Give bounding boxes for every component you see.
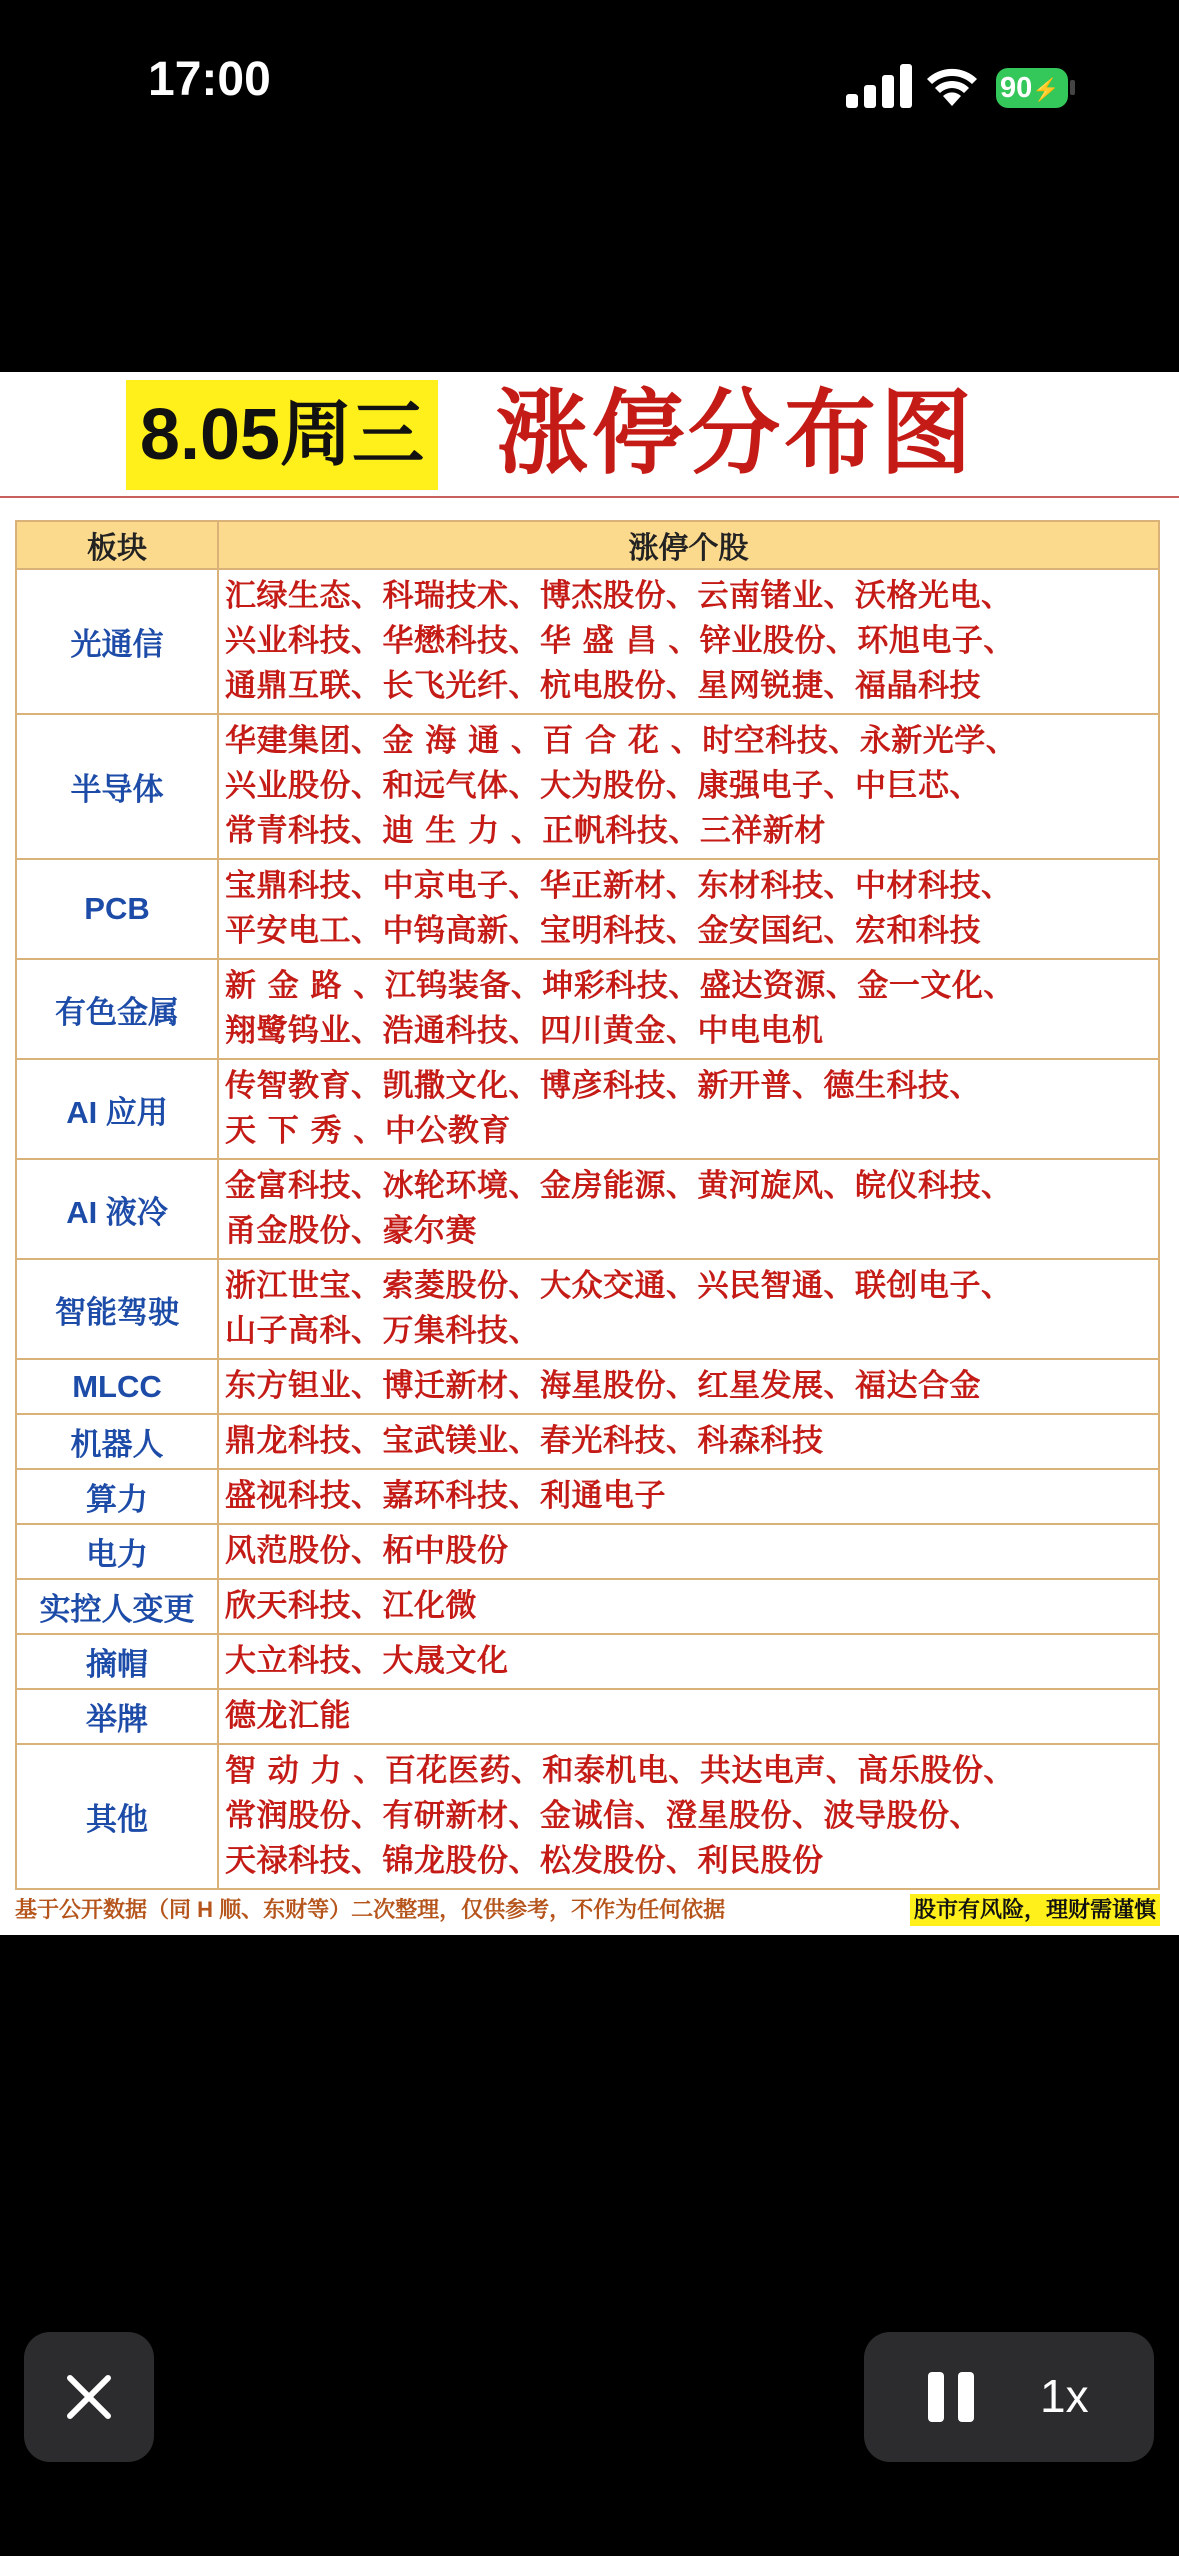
sector-cell: 光通信 (16, 569, 218, 714)
table-row (16, 569, 1159, 714)
stocks-line: 浙江世宝、索菱股份、大众交通、兴民智通、联创电子、 (225, 1268, 1013, 1304)
stocks-cell (218, 1159, 1159, 1259)
pause-icon (928, 2372, 944, 2422)
stocks-line: 欣天科技、江化微 (225, 1588, 477, 1624)
playback-speed-button[interactable]: 1x (1040, 2370, 1089, 2422)
playback-controls (864, 2332, 1154, 2462)
battery-percent: 90 (1000, 72, 1033, 104)
stocks-cell (218, 959, 1159, 1059)
stocks-cell (218, 1259, 1159, 1359)
wifi-icon (925, 62, 979, 108)
stocks-line: 天禄科技、锦龙股份、松发股份、利民股份 (225, 1843, 824, 1879)
table-row (16, 1689, 1159, 1744)
table-row (16, 1634, 1159, 1689)
stocks-line: 通鼎互联、长飞光纤、杭电股份、星网锐捷、福晶科技 (225, 668, 981, 704)
col-sector-header: 板块 (16, 521, 218, 569)
table-row (16, 859, 1159, 959)
table-row (16, 959, 1159, 1059)
status-bar (0, 0, 1179, 180)
sector-cell: 实控人变更 (16, 1579, 218, 1634)
stocks-line: 盛视科技、嘉环科技、利通电子 (225, 1478, 666, 1514)
sector-cell: 有色金属 (16, 959, 218, 1059)
col-stocks-header: 涨停个股 (218, 521, 1159, 569)
stocks-cell (218, 1524, 1159, 1579)
title-row (0, 372, 1179, 494)
stocks-line: 大立科技、大晟文化 (225, 1643, 509, 1679)
table-row (16, 1414, 1159, 1469)
sector-cell: AI 应用 (16, 1059, 218, 1159)
stocks-line: 新 金 路 、江钨装备、坤彩科技、盛达资源、金一文化、 (225, 968, 1015, 1004)
stocks-line: 常润股份、有研新材、金诚信、澄星股份、波导股份、 (225, 1798, 981, 1834)
stocks-line: 金富科技、冰轮环境、金房能源、黄河旋风、皖仪科技、 (225, 1168, 1013, 1204)
sector-cell: 其他 (16, 1744, 218, 1889)
page-title: 涨停分布图 (496, 379, 977, 487)
title-divider (0, 496, 1179, 498)
table-row (16, 1359, 1159, 1414)
battery-level: 90⚡ (996, 68, 1068, 108)
sector-cell: 智能驾驶 (16, 1259, 218, 1359)
stocks-cell (218, 1469, 1159, 1524)
stocks-line: 东方钽业、博迁新材、海星股份、红星发展、福达合金 (225, 1368, 981, 1404)
stocks-line: 华建集团、金 海 通 、百 合 花 、时空科技、永新光学、 (225, 723, 1018, 759)
battery-icon (996, 68, 1076, 108)
sector-cell: PCB (16, 859, 218, 959)
close-button[interactable] (24, 2332, 154, 2462)
sector-cell: 半导体 (16, 714, 218, 859)
status-time: 17:00 (148, 53, 271, 106)
stocks-cell (218, 1414, 1159, 1469)
table-row (16, 1059, 1159, 1159)
stocks-cell (218, 1059, 1159, 1159)
stocks-line: 汇绿生态、科瑞技术、博杰股份、云南锗业、沃格光电、 (225, 578, 1013, 614)
stocks-line: 翔鹭钨业、浩通科技、四川黄金、中电电机 (225, 1013, 824, 1049)
stocks-line: 天 下 秀 、中公教育 (225, 1113, 511, 1149)
table-row (16, 1579, 1159, 1634)
date-label: 8.05周三 (126, 380, 438, 490)
stocks-line: 智 动 力 、百花医药、和泰机电、共达电声、高乐股份、 (225, 1753, 1015, 1789)
stocks-line: 平安电工、中钨高新、宝明科技、金安国纪、宏和科技 (225, 913, 981, 949)
table-row (16, 1159, 1159, 1259)
sector-cell: 摘帽 (16, 1634, 218, 1689)
stock-image-card (0, 372, 1179, 1935)
risk-warning: 股市有风险，理财需谨慎 (910, 1894, 1160, 1926)
cellular-signal-icon (846, 64, 916, 108)
table-row (16, 1259, 1159, 1359)
table-row (16, 714, 1159, 859)
footer-note (15, 1890, 1160, 1930)
sector-cell: 算力 (16, 1469, 218, 1524)
sector-cell: 电力 (16, 1524, 218, 1579)
stocks-line: 兴业股份、和远气体、大为股份、康强电子、中巨芯、 (225, 768, 981, 804)
stocks-line: 山子高科、万集科技、 (225, 1313, 540, 1349)
stocks-cell (218, 569, 1159, 714)
stocks-line: 兴业科技、华懋科技、华 盛 昌 、锌业股份、环旭电子、 (225, 623, 1015, 659)
stocks-cell (218, 859, 1159, 959)
sector-cell: AI 液冷 (16, 1159, 218, 1259)
table-row (16, 1524, 1159, 1579)
table-row (16, 1744, 1159, 1889)
stocks-cell (218, 1689, 1159, 1744)
stocks-line: 甬金股份、豪尔赛 (225, 1213, 477, 1249)
stocks-line: 鼎龙科技、宝武镁业、春光科技、科森科技 (225, 1423, 824, 1459)
stocks-line: 风范股份、柘中股份 (225, 1533, 509, 1569)
limit-up-table (15, 520, 1160, 1890)
pause-button[interactable] (928, 2372, 976, 2422)
stocks-cell (218, 714, 1159, 859)
table-header-row (16, 521, 1159, 569)
sector-cell: 举牌 (16, 1689, 218, 1744)
sector-cell: 机器人 (16, 1414, 218, 1469)
stocks-cell (218, 1744, 1159, 1889)
stocks-line: 常青科技、迪 生 力 、正帆科技、三祥新材 (225, 813, 826, 849)
disclaimer-text: 基于公开数据（同 H 顺、东财等）二次整理，仅供参考，不作为任何依据 (15, 1897, 726, 1922)
stocks-cell (218, 1579, 1159, 1634)
stocks-cell (218, 1359, 1159, 1414)
stocks-cell (218, 1634, 1159, 1689)
table-row (16, 1469, 1159, 1524)
close-icon (64, 2372, 114, 2422)
stocks-line: 德龙汇能 (225, 1698, 351, 1734)
stocks-line: 传智教育、凯撒文化、博彦科技、新开普、德生科技、 (225, 1068, 981, 1104)
sector-cell: MLCC (16, 1359, 218, 1414)
stocks-line: 宝鼎科技、中京电子、华正新材、东材科技、中材科技、 (225, 868, 1013, 904)
